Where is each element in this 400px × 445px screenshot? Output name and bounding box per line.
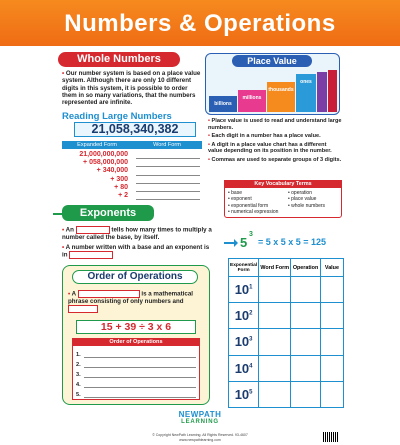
expanded-6: + 2 (118, 192, 128, 200)
exponents-line-1: • An tells how many times to multiply a number called the base, by itself. (62, 226, 212, 241)
whole-numbers-bullet: Our number system is based on a place value system. Although there are only 10 different digits in this system, it is possible to order them in so many variations, that the numbers represented are infinite. (62, 70, 201, 107)
th-value: Value (320, 259, 343, 277)
expanded-3: + 340,000 (96, 167, 128, 175)
table-row: $10^2$ (229, 303, 344, 329)
table-row: $10^4$ (229, 355, 344, 381)
table-row: $10^1$ (229, 277, 344, 303)
table-row: $10^3$ (229, 329, 344, 355)
exponents-line-2: • A number written with a base and an exponent is in (62, 244, 210, 259)
place-value-blocks (209, 70, 337, 112)
place-value-heading: Place Value (232, 55, 312, 67)
example-base: 5 (240, 235, 248, 250)
example-exponent: 3 (249, 231, 253, 238)
poster-title: Numbers & Operations (64, 10, 336, 37)
pv-bullet-4: Commas are used to separate groups of 3 digits. (211, 156, 342, 163)
pv-bullet-3: A digit in a place value chart has a different value depending on its position in the number. (208, 141, 332, 155)
vocab-heading: Key Vocabulary Terms (224, 180, 342, 188)
block-thousands: thousands (267, 82, 295, 112)
pv-bullet-1: Place value is used to read and understand large numbers. (208, 118, 342, 131)
exponent-blank[interactable] (76, 226, 110, 234)
table-row: $10^5$ (229, 381, 344, 407)
logo-top: NEWPATH (178, 410, 222, 419)
block-accent-1 (317, 72, 327, 112)
header-banner (0, 0, 400, 46)
order-list: 1. 2. 3. 4. 5. (76, 348, 196, 398)
th-exponential-form: Exponential Form (229, 259, 259, 277)
block-billions: billions (209, 96, 237, 112)
expanded-form-label: Expanded Form (77, 142, 117, 148)
exponent-example (224, 231, 344, 251)
newpath-logo (176, 410, 224, 432)
footer-url: www.newpathlearning.com (179, 438, 221, 442)
big-number: 21,058,340,382 (74, 122, 196, 137)
expanded-5: + 80 (114, 183, 128, 191)
place-value-bullets: • Place value is used to read and understand large numbers. • Each digit in a number has a place value. • A digit in a place value chart has a different value depending on its position in the number. • Commas are used to separate groups of 3 digits. (208, 118, 342, 163)
expanded-1: 21,000,000,000 (79, 151, 128, 158)
logo-bottom: LEARNING (181, 419, 219, 425)
expression-blank[interactable] (78, 290, 140, 298)
order-list-heading: Order of Operations (72, 338, 200, 346)
vocab-right-list: • operation • place value • whole numbers (288, 190, 326, 209)
order-ops-heading: Order of Operations (72, 270, 198, 284)
exponential-form-blank[interactable] (69, 251, 113, 259)
th-word-form: Word Form (259, 259, 291, 277)
copyright: © Copyright NewPath Learning. All Rights Reserved. 93-4607 (152, 433, 248, 437)
order-ops-definition: • A is a mathematical phrase consisting of only numbers and (68, 290, 206, 313)
expanded-values (62, 151, 128, 200)
expanded-4: + 300 (110, 175, 128, 183)
word-form-label: Word Form (153, 142, 181, 148)
barcode (323, 432, 339, 442)
whole-numbers-heading: Whole Numbers (58, 52, 180, 67)
word-form-lines (136, 151, 200, 200)
pv-bullet-2: Each digit in a number has a place value. (211, 133, 321, 140)
whole-numbers-text: • Our number system is based on a place value system. Although there are only 10 different digits in this system, it is possible to order them in so many variations, that the numbers represented are infinite. (62, 70, 201, 107)
exponent-table (228, 258, 344, 408)
exponents-heading: Exponents (62, 205, 154, 221)
example-expression: 15 + 39 ÷ 3 x 6 (76, 320, 196, 334)
block-ones: ones (296, 74, 316, 112)
th-operation: Operation (291, 259, 321, 277)
expanded-2: + 058,000,000 (83, 159, 128, 167)
reading-large-numbers-heading: Reading Large Numbers (62, 111, 172, 122)
vocab-left-list: • base • exponent • exponential form • numerical expression (228, 190, 279, 215)
block-accent-2 (328, 70, 337, 112)
block-millions: millions (238, 90, 266, 112)
example-expansion: = 5 x 5 x 5 = 125 (258, 237, 327, 247)
operations-blank[interactable] (68, 305, 98, 313)
